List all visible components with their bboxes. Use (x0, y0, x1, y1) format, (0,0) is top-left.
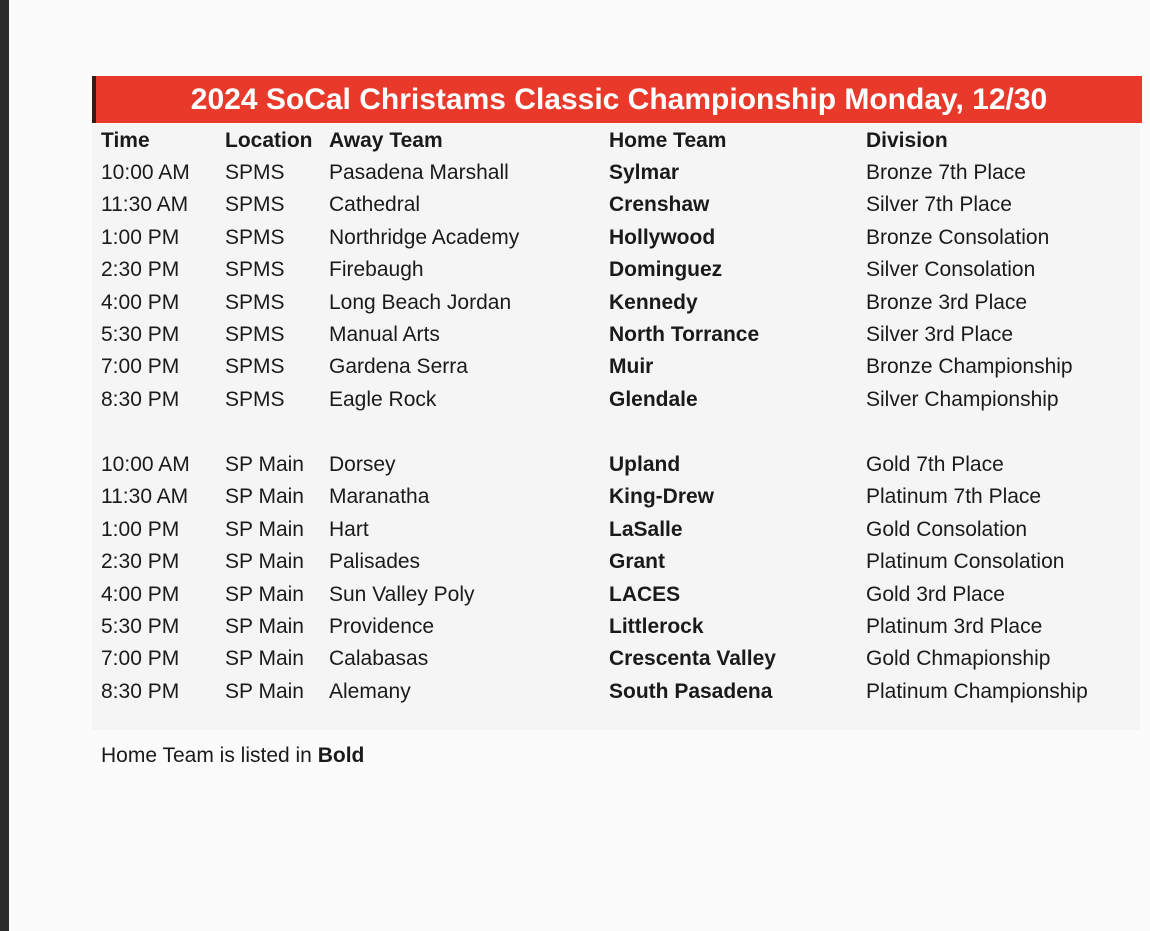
location-cell: SP Main (225, 647, 304, 671)
home-team-cell: Sylmar (609, 161, 680, 184)
away-team-cell: Firebaugh (329, 258, 424, 282)
division-cell: Platinum Consolation (866, 550, 1065, 574)
home-team-cell: Crenshaw (609, 193, 710, 217)
location-cell: SP Main (225, 485, 304, 509)
division-cell: Gold 3rd Place (866, 582, 1005, 606)
home-team-cell: South Pasadena (609, 679, 773, 703)
table-row (0, 514, 1150, 546)
time-cell: 11:30 AM (101, 193, 189, 217)
header-time: Time (101, 129, 150, 152)
home-team-cell: Glendale (609, 387, 698, 411)
division-cell: Silver Consolation (866, 258, 1036, 282)
away-team-cell: Maranatha (329, 485, 430, 509)
home-team-cell: North Torrance (609, 323, 760, 346)
division-cell: Silver 7th Place (866, 193, 1012, 217)
table-row (0, 319, 1150, 351)
division-cell: Gold Chmapionship (866, 647, 1051, 671)
away-team-cell: Providence (329, 615, 435, 638)
location-cell: SPMS (225, 225, 285, 249)
location-cell: SP Main (225, 550, 304, 574)
home-team-cell: Dominguez (609, 258, 723, 282)
table-row (0, 481, 1150, 513)
location-cell: SPMS (225, 355, 285, 379)
away-team-cell: Palisades (329, 550, 421, 574)
away-team-cell: Alemany (329, 679, 411, 703)
location-cell: SPMS (225, 161, 285, 184)
away-team-cell: Dorsey (329, 453, 396, 476)
home-team-cell: Crescenta Valley (609, 647, 776, 671)
time-cell: 7:00 PM (101, 647, 180, 671)
time-cell: 8:30 PM (101, 387, 180, 411)
away-team-cell: Manual Arts (329, 323, 440, 346)
table-row (0, 643, 1150, 675)
location-cell: SPMS (225, 290, 285, 314)
away-team-cell: Gardena Serra (329, 355, 468, 379)
time-cell: 7:00 PM (101, 355, 180, 379)
home-team-cell: Muir (609, 355, 654, 379)
footer-note-text: Home Team is listed in (101, 744, 318, 767)
table-row (0, 611, 1150, 643)
time-cell: 8:30 PM (101, 679, 180, 703)
footer-note-bold: Bold (317, 744, 365, 767)
home-team-cell: Kennedy (609, 290, 698, 314)
location-cell: SPMS (225, 387, 285, 411)
header-home-team: Home Team (609, 129, 727, 152)
table-row (0, 676, 1150, 708)
location-cell: SPMS (225, 258, 285, 282)
division-cell: Bronze 3rd Place (866, 290, 1028, 314)
table-row (0, 189, 1150, 221)
location-cell: SP Main (225, 615, 304, 638)
schedule-title: 2024 SoCal Christams Classic Championship Monday, 12/30 (92, 76, 1142, 123)
time-cell: 4:00 PM (101, 290, 180, 314)
away-team-cell: Pasadena Marshall (329, 161, 509, 184)
division-cell: Bronze Championship (866, 355, 1073, 379)
time-cell: 1:00 PM (101, 225, 180, 249)
time-cell: 2:30 PM (101, 550, 180, 574)
time-cell: 11:30 AM (101, 485, 189, 509)
division-cell: Platinum 3rd Place (866, 615, 1043, 638)
location-cell: SP Main (225, 517, 304, 541)
location-cell: SPMS (225, 323, 285, 346)
location-cell: SP Main (225, 679, 304, 703)
footer-note (101, 740, 364, 772)
home-team-cell: Upland (609, 453, 681, 476)
division-cell: Silver Championship (866, 387, 1059, 411)
away-team-cell: Northridge Academy (329, 225, 520, 249)
away-team-cell: Cathedral (329, 193, 421, 217)
division-cell: Platinum Championship (866, 679, 1088, 703)
division-cell: Gold 7th Place (866, 453, 1004, 476)
time-cell: 5:30 PM (101, 323, 180, 346)
division-cell: Gold Consolation (866, 517, 1028, 541)
away-team-cell: Sun Valley Poly (329, 582, 475, 606)
header-division: Division (866, 129, 948, 152)
home-team-cell: LACES (609, 582, 681, 606)
division-cell: Silver 3rd Place (866, 323, 1014, 346)
away-team-cell: Eagle Rock (329, 387, 437, 411)
header-away-team: Away Team (329, 129, 443, 152)
home-team-cell: Grant (609, 550, 666, 574)
time-cell: 1:00 PM (101, 517, 180, 541)
location-cell: SP Main (225, 453, 304, 476)
time-cell: 10:00 AM (101, 453, 190, 476)
division-cell: Bronze 7th Place (866, 161, 1026, 184)
time-cell: 5:30 PM (101, 615, 180, 638)
time-cell: 2:30 PM (101, 258, 180, 282)
header-location: Location (225, 129, 313, 152)
table-row (0, 287, 1150, 319)
home-team-cell: King-Drew (609, 485, 714, 509)
division-cell: Bronze Consolation (866, 225, 1050, 249)
away-team-cell: Calabasas (329, 647, 429, 671)
table-row (0, 157, 1150, 189)
home-team-cell: Hollywood (609, 225, 716, 249)
away-team-cell: Hart (329, 517, 369, 541)
home-team-cell: LaSalle (609, 517, 683, 541)
table-header (0, 125, 1150, 157)
table-row (0, 254, 1150, 286)
location-cell: SP Main (225, 582, 304, 606)
table-row (0, 222, 1150, 254)
time-cell: 4:00 PM (101, 582, 180, 606)
location-cell: SPMS (225, 193, 285, 217)
home-team-cell: Littlerock (609, 615, 704, 638)
time-cell: 10:00 AM (101, 161, 190, 184)
table-row (0, 384, 1150, 416)
table-row (0, 546, 1150, 578)
division-cell: Platinum 7th Place (866, 485, 1042, 509)
table-row (0, 449, 1150, 481)
away-team-cell: Long Beach Jordan (329, 290, 512, 314)
table-row (0, 579, 1150, 611)
table-row (0, 351, 1150, 383)
